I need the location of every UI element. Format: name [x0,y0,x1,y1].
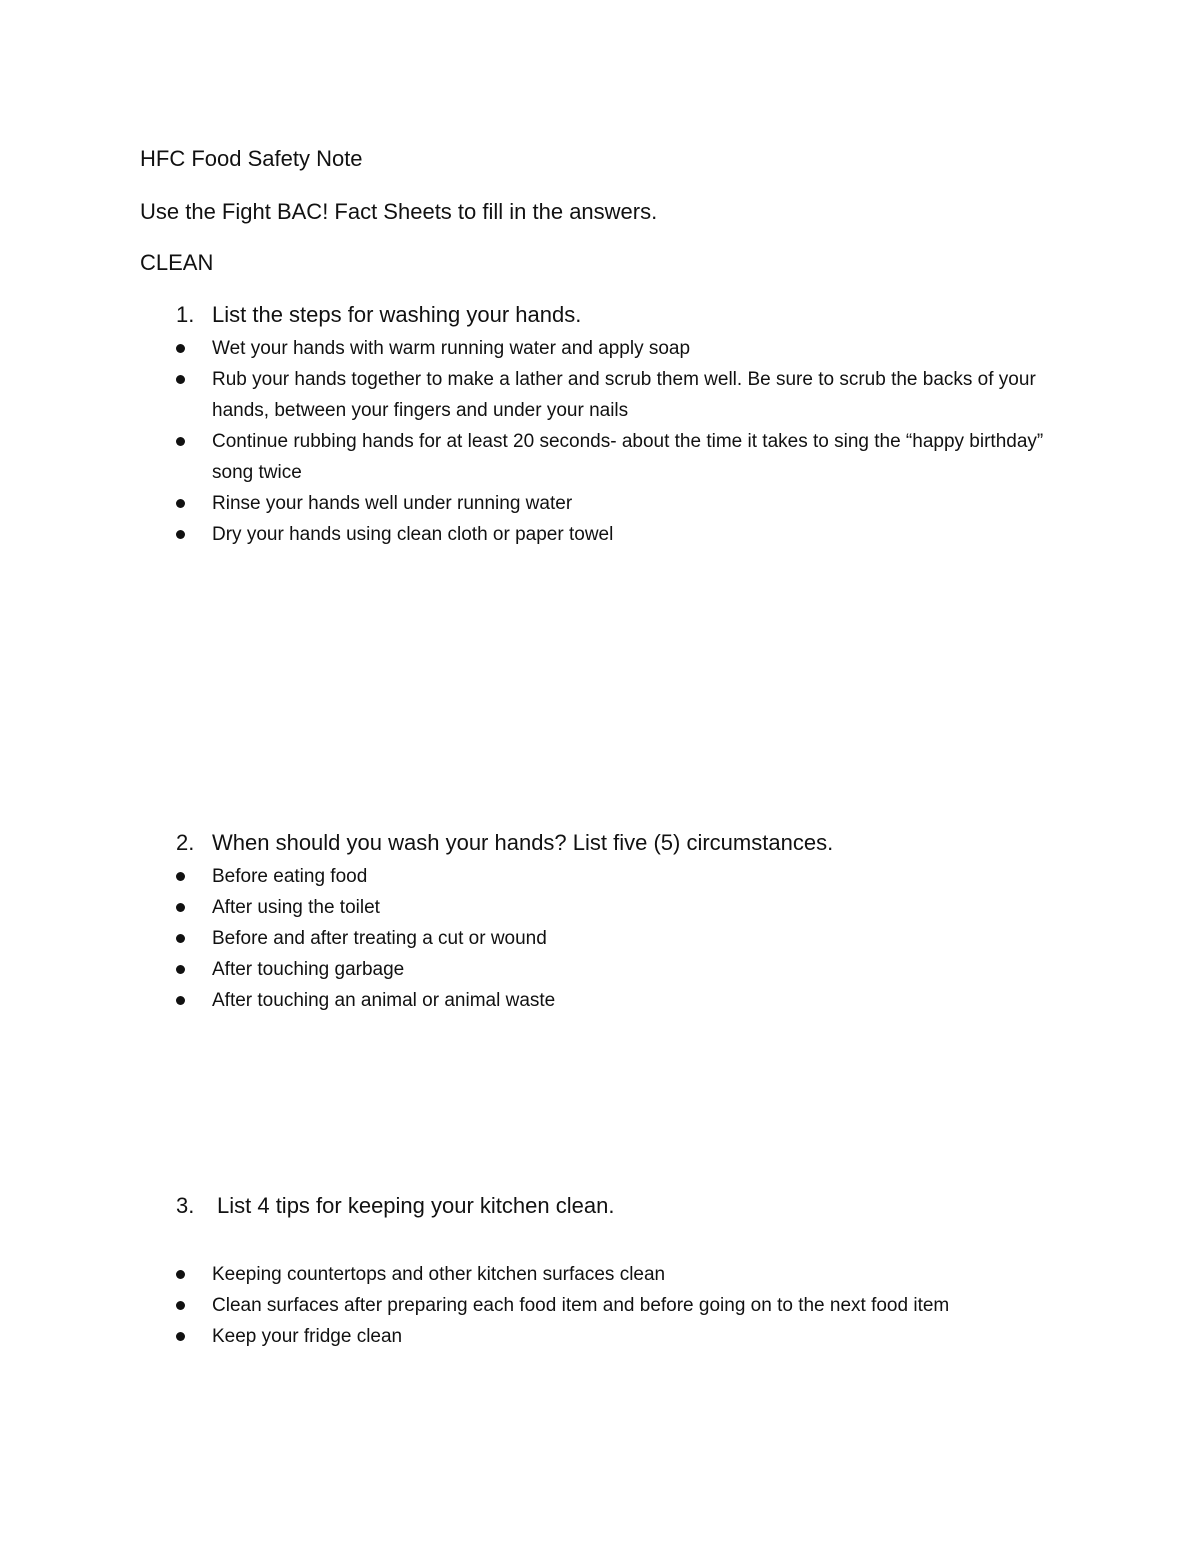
bullet-icon [176,344,185,353]
bullet-icon [176,530,185,539]
instructions-text: Use the Fight BAC! Fact Sheets to fill in the answers. [140,199,658,224]
bullet-icon [176,996,185,1005]
bullet-icon [176,1270,185,1279]
answer-item: After touching garbage [212,959,405,980]
question-2-text: When should you wash your hands? List five (5) circumstances. [212,830,834,855]
bullet-icon [176,375,185,384]
section-heading: CLEAN [140,250,214,275]
answer-item: Keeping countertops and other kitchen surfaces clean [212,1264,666,1285]
answer-item: Continue rubbing hands for at least 20 seconds- about the time it takes to sing the “happy birthday” song twice [212,431,1044,483]
question-1-text: List the steps for washing your hands. [212,302,582,327]
bullet-icon [176,1332,185,1341]
bullet-icon [176,903,185,912]
answer-item: After using the toilet [212,897,380,918]
bullet-icon [176,872,185,881]
answer-item: Wet your hands with warm running water and apply soap [212,338,691,359]
question-3-number: 3. [176,1193,195,1218]
answer-item: Before and after treating a cut or wound [212,928,547,949]
question-3-text: List 4 tips for keeping your kitchen clean. [217,1193,615,1218]
bullet-icon [176,437,185,446]
bullet-icon [176,965,185,974]
answer-item: Keep your fridge clean [212,1326,403,1347]
question-1-number: 1. [176,302,195,327]
document-title: HFC Food Safety Note [140,146,363,171]
answer-item: Clean surfaces after preparing each food item and before going on to the next food item [212,1295,950,1316]
answer-item: Rinse your hands well under running water [212,493,573,514]
bullet-icon [176,499,185,508]
bullet-icon [176,934,185,943]
question-2-number: 2. [176,830,195,855]
answer-item: Rub your hands together to make a lather and scrub them well. Be sure to scrub the backs of your hands, between your fingers and under your nails [212,369,1036,421]
answer-item: Dry your hands using clean cloth or paper towel [212,524,614,545]
bullet-icon [176,1301,185,1310]
answer-item: Before eating food [212,866,368,887]
answer-item: After touching an animal or animal waste [212,990,556,1011]
